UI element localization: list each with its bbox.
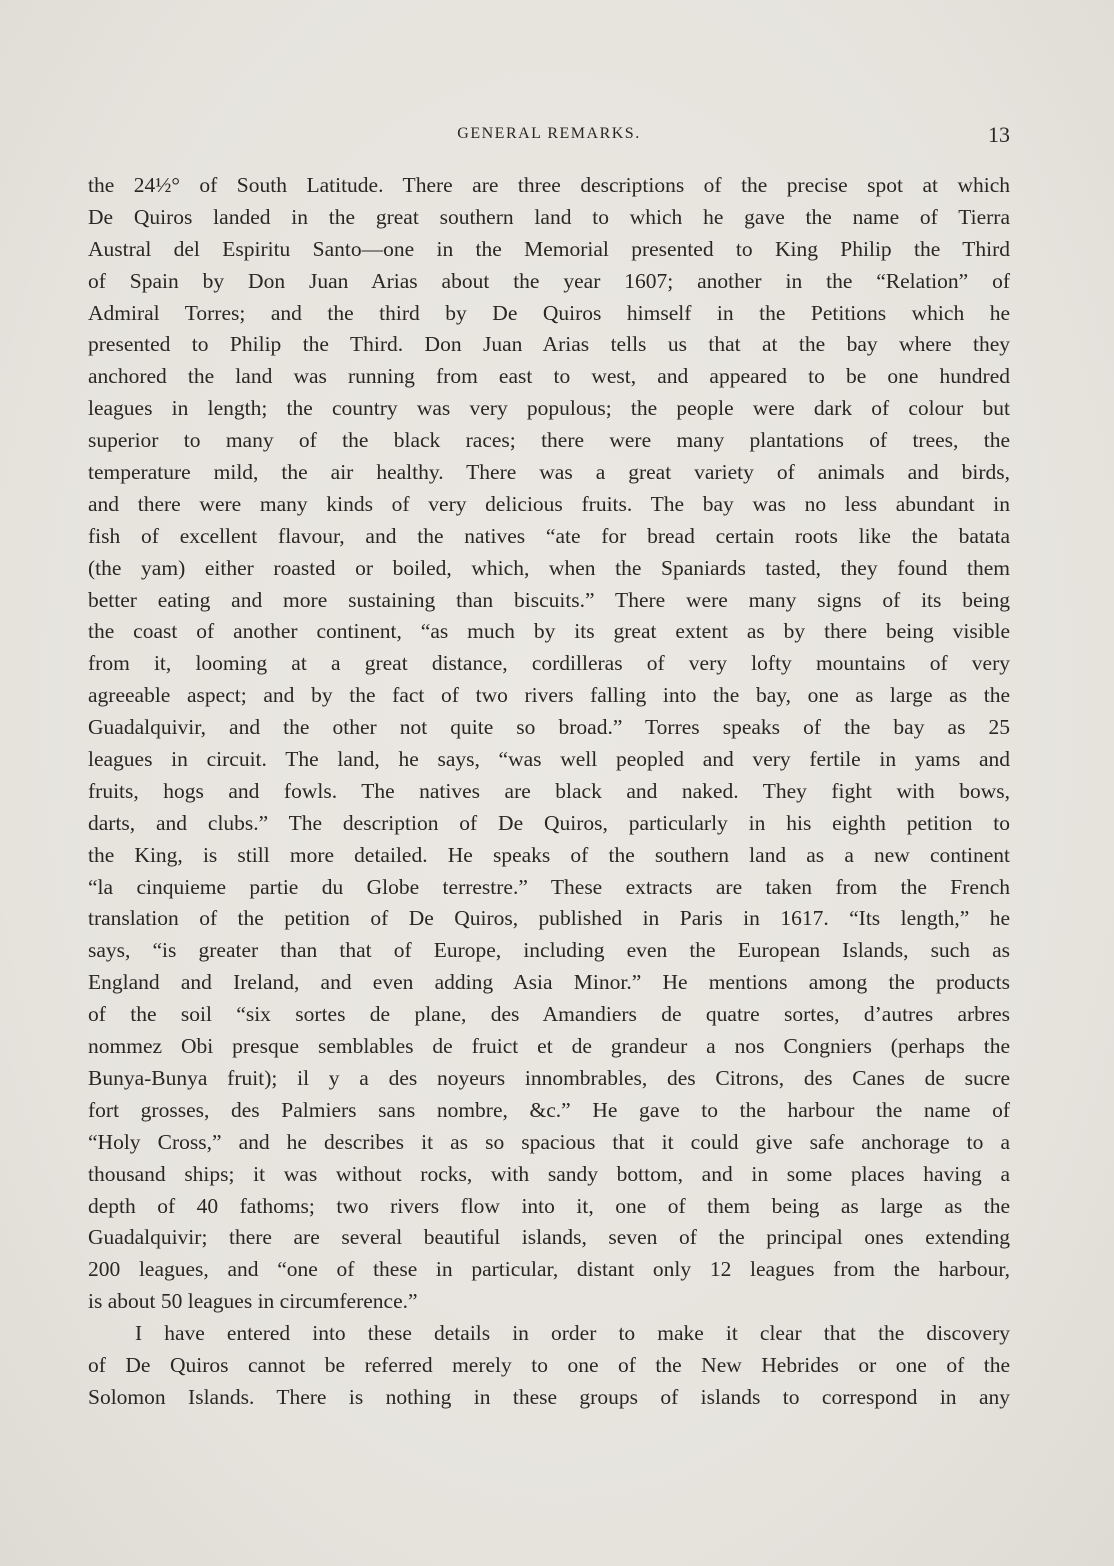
text-line: is about 50 leagues in circumference.” <box>88 1289 418 1314</box>
text-line: translation of the petition of De Quiros, published in Paris in 1617. “Its length,” he <box>88 906 1010 931</box>
text-line: depth of 40 fathoms; two rivers flow into it, one of them being as large as the <box>88 1193 1010 1218</box>
page-number: 13 <box>988 122 1010 147</box>
text-line: of the soil “six sortes de plane, des Amandiers de quatre sortes, d’autres arbres <box>88 1002 1010 1027</box>
paragraph <box>88 1318 1010 1414</box>
running-head: GENERAL REMARKS. <box>457 125 641 142</box>
text-line: of Spain by Don Juan Arias about the year 1607; another in the “Relation” of <box>88 268 1010 293</box>
text-line: the King, is still more detailed. He speaks of the southern land as a new continent <box>88 842 1010 867</box>
text-line: Austral del Espiritu Santo—one in the Memorial presented to King Philip the Third <box>88 236 1010 261</box>
text-line: Admiral Torres; and the third by De Quiros himself in the Petitions which he <box>88 300 1010 325</box>
text-line: temperature mild, the air healthy. There was a great variety of animals and birds, <box>88 460 1010 485</box>
text-line: Guadalquivir, and the other not quite so broad.” Torres speaks of the bay as 25 <box>88 715 1010 740</box>
paragraph <box>88 170 1010 1318</box>
text-line: Bunya-Bunya fruit); il y a des noyeurs innombrables, des Citrons, des Canes de sucre <box>88 1065 1010 1090</box>
text-line: nommez Obi presque semblables de fruict et de grandeur a nos Congniers (perhaps the <box>88 1034 1010 1059</box>
text-line: from it, looming at a great distance, cordilleras of very lofty mountains of very <box>88 651 1010 676</box>
page-header <box>88 122 1010 150</box>
text-line: says, “is greater than that of Europe, including even the European Islands, such as <box>88 938 1010 963</box>
text-line: better eating and more sustaining than biscuits.” There were many signs of its being <box>88 587 1010 612</box>
text-line: Solomon Islands. There is nothing in these groups of islands to correspond in any <box>88 1384 1010 1409</box>
text-line: thousand ships; it was without rocks, with sandy bottom, and in some places having a <box>88 1161 1010 1186</box>
text-line: agreeable aspect; and by the fact of two rivers falling into the bay, one as large as the <box>88 683 1010 708</box>
text-line: fish of excellent flavour, and the natives “ate for bread certain roots like the batata <box>88 523 1010 548</box>
text-line: and there were many kinds of very delicious fruits. The bay was no less abundant in <box>88 491 1010 516</box>
text-line: England and Ireland, and even adding Asia Minor.” He mentions among the products <box>88 970 1010 995</box>
text-line: the 24½° of South Latitude. There are three descriptions of the precise spot at which <box>88 173 1010 197</box>
text-line: I have entered into these details in order to make it clear that the discovery <box>135 1321 1010 1346</box>
text-line: Guadalquivir; there are several beautiful islands, seven of the principal ones extending <box>88 1225 1010 1250</box>
text-line: (the yam) either roasted or boiled, which, when the Spaniards tasted, they found them <box>88 555 1010 580</box>
text-line: leagues in circuit. The land, he says, “was well peopled and very fertile in yams and <box>88 747 1010 772</box>
text-line: “Holy Cross,” and he describes it as so spacious that it could give safe anchorage to a <box>88 1129 1010 1154</box>
text-line: “la cinquieme partie du Globe terrestre.” These extracts are taken from the French <box>88 874 1010 899</box>
text-line: darts, and clubs.” The description of De Quiros, particularly in his eighth petition to <box>88 810 1010 835</box>
text-line: leagues in length; the country was very populous; the people were dark of colour but <box>88 396 1010 421</box>
text-line: presented to Philip the Third. Don Juan Arias tells us that at the bay where they <box>88 332 1010 357</box>
text-line: anchored the land was running from east to west, and appeared to be one hundred <box>88 364 1010 389</box>
text-line: fruits, hogs and fowls. The natives are black and naked. They fight with bows, <box>88 778 1010 803</box>
text-line: of De Quiros cannot be referred merely to one of the New Hebrides or one of the <box>88 1352 1010 1377</box>
text-line: 200 leagues, and “one of these in particular, distant only 12 leagues from the harbour, <box>88 1257 1010 1282</box>
text-line: superior to many of the black races; there were many plantations of trees, the <box>88 428 1010 453</box>
text-line: De Quiros landed in the great southern land to which he gave the name of Tierra <box>88 204 1010 229</box>
page-body <box>88 170 1010 1414</box>
text-line: the coast of another continent, “as much by its great extent as by there being visible <box>88 619 1010 644</box>
text-line: fort grosses, des Palmiers sans nombre, &c.” He gave to the harbour the name of <box>88 1097 1010 1122</box>
